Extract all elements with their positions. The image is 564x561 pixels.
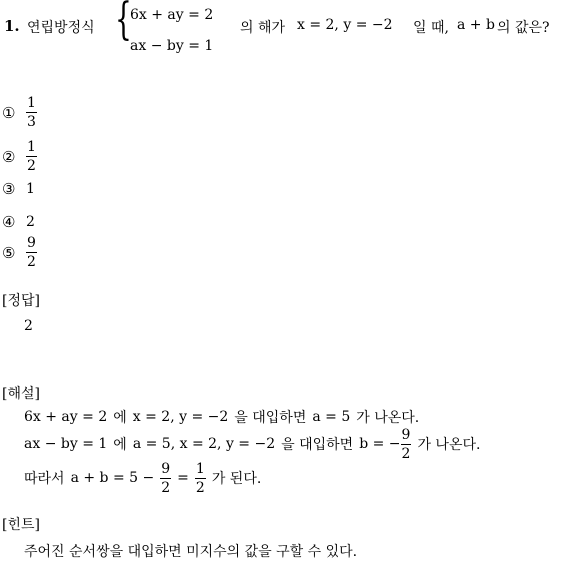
line3-fraction-1: $\frac{9}{2}$ [161, 460, 171, 496]
equation-1: 6x + ay = 2 [130, 7, 214, 23]
question-text-c: 의 값은? [497, 20, 550, 36]
system-brace: { [115, 0, 132, 45]
question-number: 1. [4, 17, 20, 35]
option-2[interactable] [2, 140, 37, 173]
line2-ending: 가 나온다. [417, 437, 481, 453]
option-marker: ③ [2, 180, 16, 198]
hint-label: [힌트] [2, 517, 40, 533]
line3-equals: = [177, 470, 189, 486]
equation-2: ax − by = 1 [130, 38, 214, 54]
option-4[interactable] [2, 213, 35, 231]
answer-label: [정답] [2, 293, 40, 309]
option-marker: ① [2, 103, 16, 122]
explanation-label: [해설] [2, 386, 40, 402]
option-fraction: $\frac{1}{2}$ [27, 139, 36, 174]
option-1[interactable] [2, 96, 37, 129]
question-lead: 연립방정식 [27, 20, 95, 36]
line1-text: 을 대입하면 [234, 410, 307, 426]
option-value: 2 [26, 214, 35, 230]
line3-fraction-2: $\frac{1}{2}$ [195, 460, 205, 496]
line2-equation: ax − by = 1 [24, 436, 108, 452]
line3-lead: 따라서 [24, 471, 65, 487]
answer-value: 2 [24, 318, 33, 334]
option-marker: ② [2, 147, 16, 166]
option-marker: ⑤ [2, 243, 16, 262]
hint-text: 주어진 순서쌍을 대입하면 미지수의 값을 구할 수 있다. [24, 544, 358, 560]
question-condition: x = 2, y = −2 [297, 17, 393, 33]
explanation-line-3 [24, 458, 261, 498]
line1-condition: x = 2, y = −2 [132, 409, 229, 425]
line1-ending: 가 나온다. [356, 410, 420, 426]
option-value: 1 [26, 181, 35, 197]
option-3[interactable] [2, 180, 35, 198]
line1-equation: 6x + ay = 2 [24, 409, 108, 425]
line2-result: b = − $\frac{9}{2}$ [359, 426, 411, 462]
line1-result: a = 5 [312, 409, 351, 425]
line2-text: 을 대입하면 [281, 437, 354, 453]
question-expression: a + b [457, 17, 495, 33]
option-5[interactable] [2, 236, 37, 269]
line3-ending: 가 된다. [211, 471, 262, 487]
option-fraction: $\frac{1}{3}$ [27, 95, 36, 130]
question-text-b: 일 때, [413, 20, 449, 36]
question-text-a: 의 해가 [240, 20, 286, 36]
line2-fraction: $\frac{9}{2}$ [401, 426, 411, 462]
option-marker: ④ [2, 213, 16, 231]
option-fraction: $\frac{9}{2}$ [27, 235, 36, 270]
line2-particle: 에 [113, 437, 127, 453]
line3-expression: a + b = 5 − [70, 470, 155, 486]
line2-condition: a = 5, x = 2, y = −2 [132, 436, 276, 452]
line1-particle: 에 [113, 410, 127, 426]
